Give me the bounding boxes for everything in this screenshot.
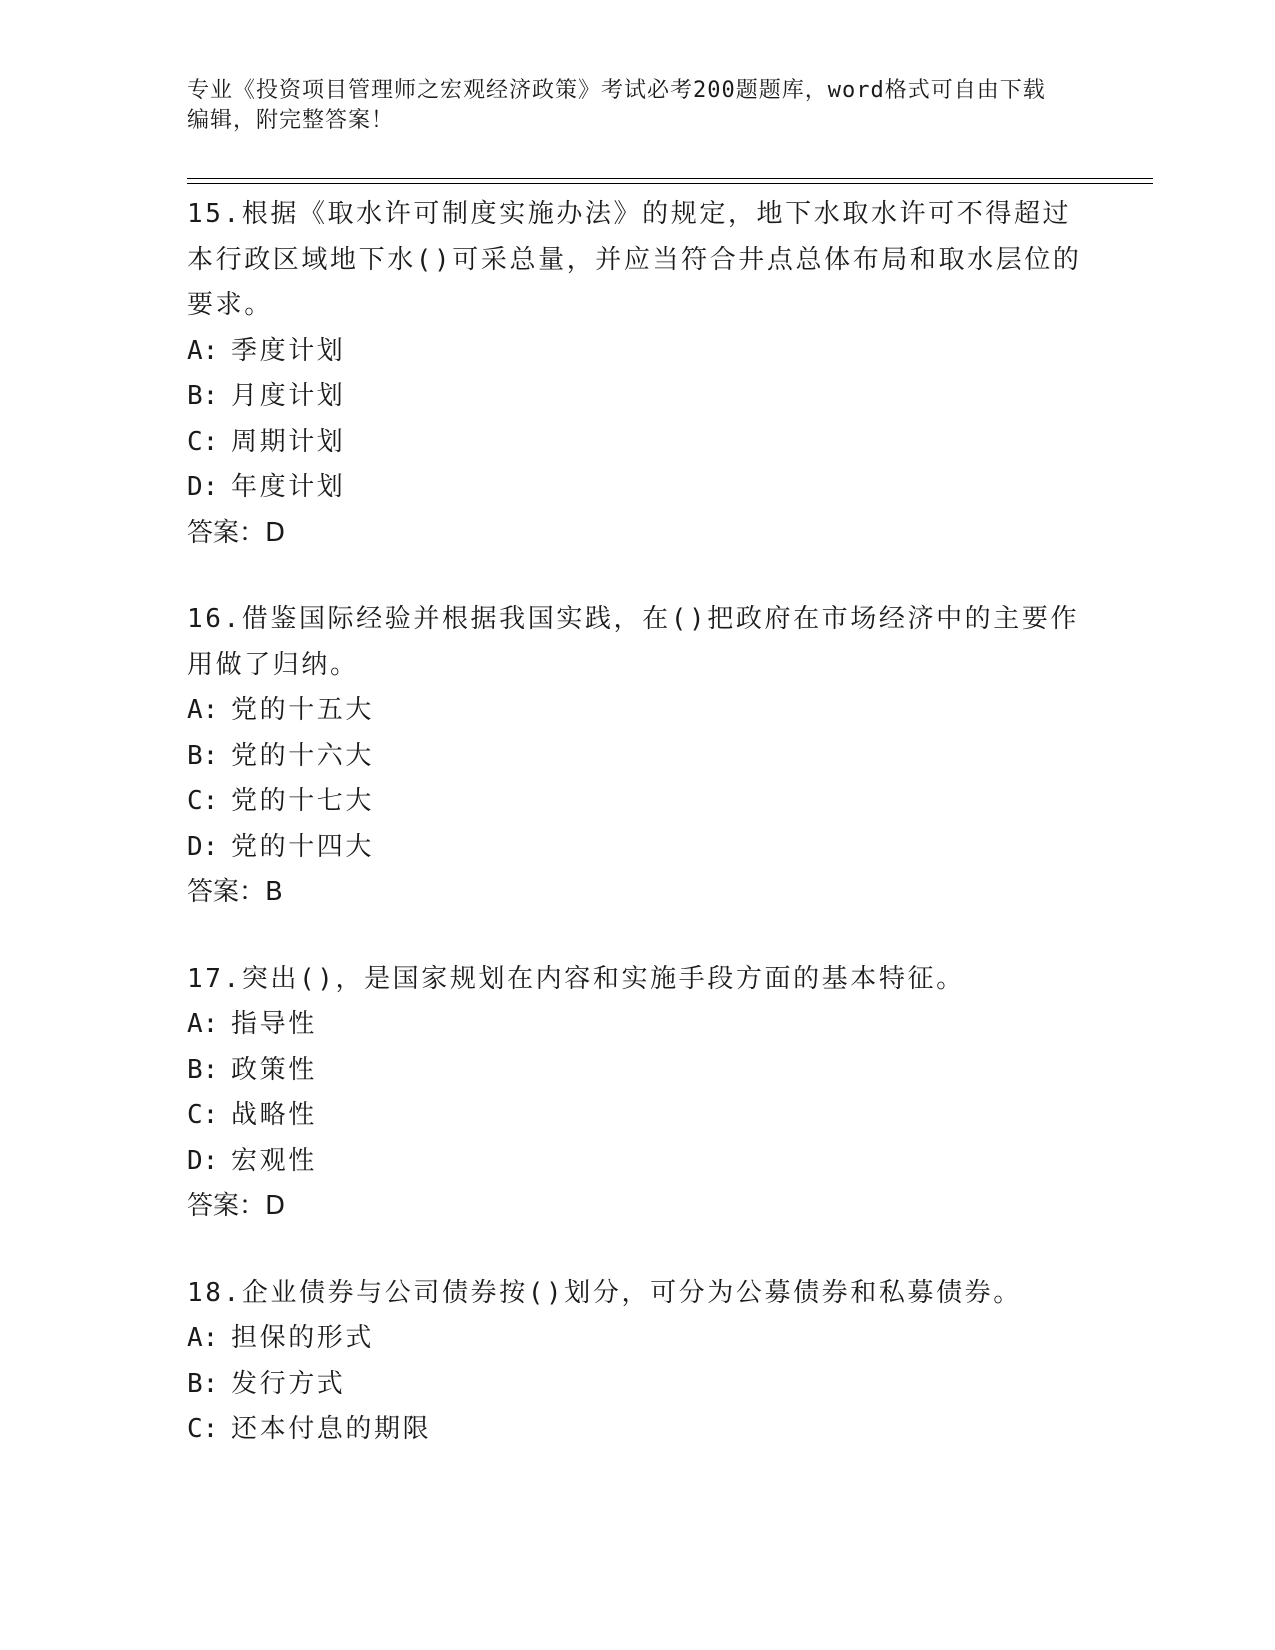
option-c	[187, 1407, 1087, 1453]
option-b	[187, 1362, 1087, 1408]
answer-line: 答案：D	[187, 517, 286, 548]
option-text: 战略性	[231, 1100, 317, 1130]
option-d	[187, 1139, 1087, 1185]
option-text: 指导性	[231, 1009, 317, 1039]
option-text: 月度计划	[231, 381, 346, 411]
option-text: 年度计划	[231, 472, 346, 502]
option-text: 党的十五大	[231, 695, 375, 725]
option-letter: A:	[187, 695, 219, 725]
option-c	[187, 420, 1087, 466]
option-letter: B:	[187, 1368, 219, 1399]
option-text: 党的十七大	[231, 786, 375, 816]
option-text: 发行方式	[231, 1368, 346, 1399]
option-a	[187, 1316, 1087, 1362]
question-17	[187, 957, 1087, 1230]
option-text: 季度计划	[231, 335, 346, 366]
option-text: 党的十四大	[231, 831, 375, 862]
option-letter: B:	[187, 1054, 219, 1085]
option-b	[187, 374, 1087, 420]
question-stem: 18.企业债券与公司债券按()划分，可分为公募债券和私募债券。	[187, 1277, 1022, 1308]
question-16	[187, 597, 1087, 916]
option-letter: C:	[187, 1100, 219, 1130]
option-a	[187, 1002, 1087, 1048]
option-letter: D:	[187, 831, 219, 862]
question-stem: 15.根据《取水许可制度实施办法》的规定，地下水取水许可不得超过本行政区域地下水()可采总量，并应当符合井点总体布局和取水层位的要求。	[187, 199, 1082, 320]
option-letter: C:	[187, 426, 219, 457]
option-letter: D:	[187, 472, 219, 502]
option-d	[187, 825, 1087, 871]
question-stem: 16.借鉴国际经验并根据我国实践，在()把政府在市场经济中的主要作用做了归纳。	[187, 604, 1080, 680]
option-a	[187, 688, 1087, 734]
option-letter: A:	[187, 1009, 219, 1039]
option-c	[187, 779, 1087, 825]
option-text: 政策性	[231, 1054, 317, 1085]
option-text: 党的十六大	[231, 740, 375, 771]
question-18	[187, 1271, 1087, 1453]
option-letter: D:	[187, 1145, 219, 1176]
option-b	[187, 1048, 1087, 1094]
header-rule-bottom	[187, 183, 1153, 184]
question-15	[187, 192, 1087, 556]
option-text: 还本付息的期限	[231, 1414, 432, 1444]
question-list	[187, 192, 1087, 1494]
option-letter: A:	[187, 1323, 219, 1353]
option-c	[187, 1093, 1087, 1139]
document-header: 专业《投资项目管理师之宏观经济政策》考试必考200题题库，word格式可自由下载编辑，附完整答案！	[187, 78, 1046, 133]
answer-line: 答案：D	[187, 1191, 286, 1221]
option-text: 宏观性	[231, 1145, 317, 1176]
header-rule-top	[187, 178, 1153, 179]
option-b	[187, 734, 1087, 780]
question-stem: 17.突出()，是国家规划在内容和实施手段方面的基本特征。	[187, 963, 965, 994]
option-text: 担保的形式	[231, 1323, 375, 1353]
answer-line: 答案：B	[187, 877, 283, 907]
option-letter: B:	[187, 381, 219, 411]
option-letter: C:	[187, 1414, 219, 1444]
option-a	[187, 329, 1087, 375]
option-letter: C:	[187, 786, 219, 816]
option-text: 周期计划	[231, 426, 346, 457]
option-d	[187, 465, 1087, 511]
option-letter: B:	[187, 740, 219, 771]
option-letter: A:	[187, 335, 219, 366]
